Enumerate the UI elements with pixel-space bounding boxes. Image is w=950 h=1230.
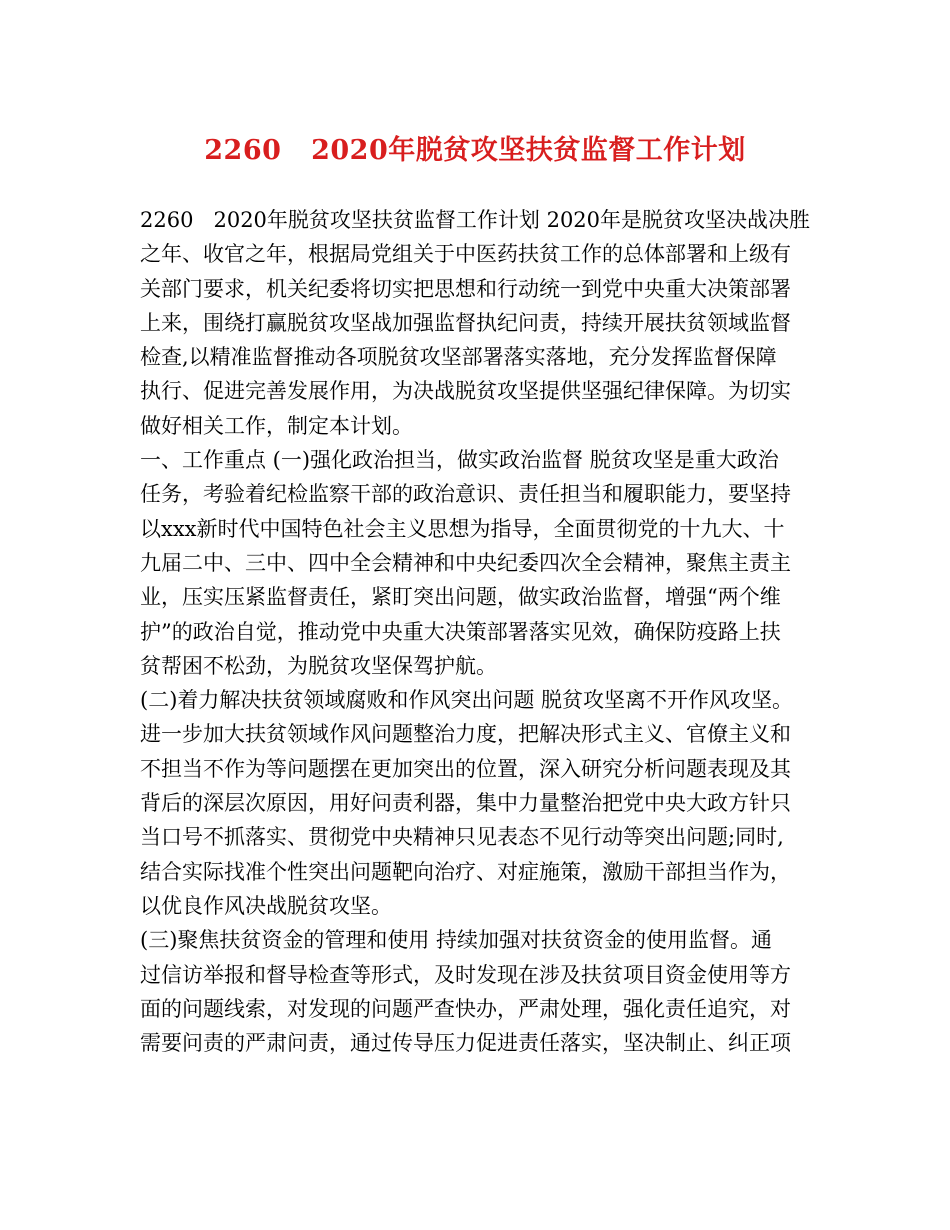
body-line: 进一步加大扶贫领域作风问题整治力度，把解决形式主义、官僚主义和 xyxy=(140,722,791,747)
body-line: 护”的政治自觉，推动党中央重大决策部署落实见效，确保防疫路上扶 xyxy=(140,619,781,644)
body-line: 背后的深层次原因，用好问责利器，集中力量整治把党中央大政方针只 xyxy=(140,791,791,816)
body-line: (三)聚焦扶贫资金的管理和使用 持续加强对扶贫资金的使用监督。通 xyxy=(140,928,773,953)
body-line: 需要问责的严肃问责，通过传导压力促进责任落实，坚决制止、纠正项 xyxy=(140,1031,791,1056)
body-line: 业，压实压紧监督责任，紧盯突出问题，做实政治监督，增强“两个维 xyxy=(140,585,781,610)
document-title: 2260 2020年脱贫攻坚扶贫监督工作计划 xyxy=(204,135,746,166)
body-line: (二)着力解决扶贫领域腐败和作风突出问题 脱贫攻坚离不开作风攻坚。 xyxy=(140,688,794,713)
body-line: 以优良作风决战脱贫攻坚。 xyxy=(140,893,392,918)
body-line: 做好相关工作，制定本计划。 xyxy=(140,413,413,438)
body-line: 以xxx新时代中国特色社会主义思想为指导，全面贯彻党的十九大、十 xyxy=(140,516,785,541)
body-line: 结合实际找准个性突出问题靶向治疗、对症施策，激励干部担当作为， xyxy=(140,859,791,884)
body-line: 2260 2020年脱贫攻坚扶贫监督工作计划 2020年是脱贫攻坚决战决胜 xyxy=(140,208,811,232)
body-line: 一、工作重点 (一)强化政治担当，做实政治监督 脱贫攻坚是重大政治 xyxy=(140,448,779,473)
body-line: 上来，围绕打赢脱贫攻坚战加强监督执纪问责，持续开展扶贫领域监督 xyxy=(140,310,791,335)
body-line: 当口号不抓落实、贯彻党中央精神只见表态不见行动等突出问题;同时, xyxy=(140,825,784,850)
body-line: 关部门要求，机关纪委将切实把思想和行动统一到党中央重大决策部署 xyxy=(140,276,791,301)
body-line: 检查,以精准监督推动各项脱贫攻坚部署落实落地，充分发挥监督保障 xyxy=(140,345,777,370)
body-line: 面的问题线索，对发现的问题严查快办，严肃处理，强化责任追究，对 xyxy=(140,996,791,1021)
body-line: 不担当不作为等问题摆在更加突出的位置，深入研究分析问题表现及其 xyxy=(140,756,791,781)
body-line: 过信访举报和督导检查等形式，及时发现在涉及扶贫项目资金使用等方 xyxy=(140,962,791,987)
body-line: 执行、促进完善发展作用，为决战脱贫攻坚提供坚强纪律保障。为切实 xyxy=(140,379,791,404)
body-line: 之年、收官之年，根据局党组关于中医药扶贫工作的总体部署和上级有 xyxy=(140,242,791,267)
body-line: 九届二中、三中、四中全会精神和中央纪委四次全会精神，聚焦主责主 xyxy=(140,550,791,575)
document-body xyxy=(140,203,840,1060)
body-line: 任务，考验着纪检监察干部的政治意识、责任担当和履职能力，要坚持 xyxy=(140,482,791,507)
body-line: 贫帮困不松劲，为脱贫攻坚保驾护航。 xyxy=(140,653,497,678)
